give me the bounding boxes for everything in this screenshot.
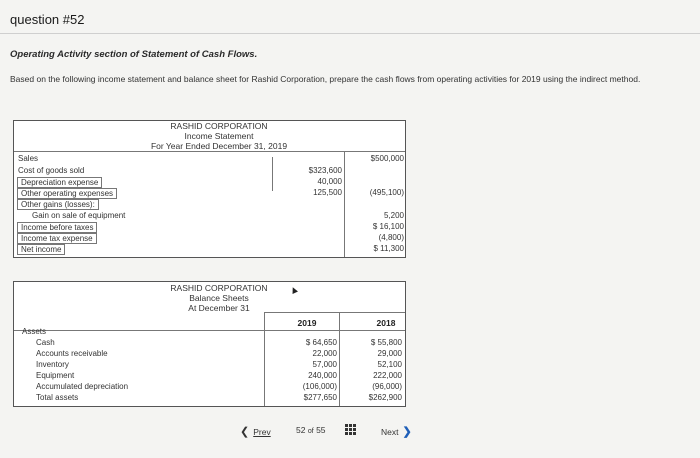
table-row <box>14 233 405 244</box>
table-row <box>14 371 405 382</box>
row-value-1: (106,000) <box>302 382 337 391</box>
balance-sheet-date: At December 31 <box>188 303 250 313</box>
table-row <box>14 188 405 199</box>
next-button[interactable] <box>381 425 412 438</box>
row-label: Income tax expense <box>17 233 97 244</box>
page-counter <box>296 425 326 435</box>
row-label: Accumulated depreciation <box>36 382 129 391</box>
section-title: Operating Activity section of Statement of Cash Flows. <box>10 49 258 60</box>
income-statement-period: For Year Ended December 31, 2019 <box>150 141 288 151</box>
row-value-1: 57,000 <box>312 360 337 369</box>
row-divider <box>14 151 405 152</box>
row-label: Other operating expenses <box>17 188 117 199</box>
row-label: Depreciation expense <box>17 177 102 188</box>
row-value-1: 240,000 <box>308 371 337 380</box>
row-value-1: 125,500 <box>313 188 342 197</box>
row-label: Income before taxes <box>17 222 97 233</box>
row-value-2: $ 16,100 <box>372 222 404 231</box>
assets-heading: Assets <box>22 327 47 336</box>
table-row <box>14 222 405 233</box>
table-row <box>14 154 405 165</box>
row-value-2: (495,100) <box>369 188 404 197</box>
row-label: Sales <box>18 154 39 163</box>
chevron-right-icon: ❯ <box>402 426 412 438</box>
column-year-2018: 2018 <box>376 318 396 328</box>
row-label: Net income <box>17 244 65 255</box>
income-statement-company: RASHID CORPORATION <box>170 121 268 131</box>
table-row <box>14 211 405 222</box>
question-title: question #52 <box>10 12 85 27</box>
row-label: Inventory <box>36 360 69 369</box>
income-statement-name: Income Statement <box>184 131 254 141</box>
assets-heading-row <box>14 327 405 338</box>
table-row <box>14 244 405 255</box>
page-of: of <box>307 428 314 435</box>
balance-sheet-name: Balance Sheets <box>189 293 249 303</box>
row-value-1: $277,650 <box>303 393 337 402</box>
income-statement-table <box>13 120 406 258</box>
balance-sheet-table <box>13 281 406 407</box>
column-year-2019: 2019 <box>297 318 317 328</box>
row-label: Total assets <box>36 393 79 402</box>
prev-button[interactable] <box>240 425 271 438</box>
row-label: Cash <box>36 338 55 347</box>
row-value-2: 222,000 <box>373 371 402 380</box>
table-row <box>14 393 405 404</box>
chevron-left-icon: ❮ <box>240 426 250 438</box>
grid-icon[interactable] <box>345 424 356 435</box>
row-value-2: 29,000 <box>377 349 402 358</box>
header-divider <box>0 33 700 34</box>
table-row <box>14 382 405 393</box>
row-label: Other gains (losses): <box>17 199 99 210</box>
table-row <box>14 199 405 210</box>
balance-sheet-company: RASHID CORPORATION <box>170 283 268 293</box>
row-value-1: 40,000 <box>317 177 342 186</box>
row-value-2: (4,800) <box>378 233 404 242</box>
row-label: Cost of goods sold <box>18 166 85 175</box>
row-label: Gain on sale of equipment <box>32 211 126 220</box>
next-label: Next <box>381 427 399 437</box>
row-value-2: 5,200 <box>383 211 404 220</box>
row-label: Equipment <box>36 371 75 380</box>
page-current: 52 <box>296 425 306 435</box>
page-total: 55 <box>316 425 326 435</box>
prev-label: Prev <box>253 427 271 437</box>
row-value-2: $ 55,800 <box>370 338 402 347</box>
row-value-1: $ 64,650 <box>305 338 337 347</box>
table-row <box>14 349 405 360</box>
row-divider <box>264 312 405 313</box>
row-value-2: (96,000) <box>372 382 402 391</box>
row-label: Accounts receivable <box>36 349 108 358</box>
table-row <box>14 338 405 349</box>
table-row <box>14 177 405 188</box>
table-row <box>14 166 405 177</box>
row-value-2: $ 11,300 <box>373 244 404 253</box>
table-row <box>14 360 405 371</box>
question-description: Based on the following income statement and balance sheet for Rashid Corporation, prepare the cash flows from operating activities for 2019 using the indirect method. <box>10 74 641 84</box>
row-value-2: $500,000 <box>370 154 404 163</box>
row-value-1: $323,600 <box>308 166 342 175</box>
row-value-2: 52,100 <box>377 360 402 369</box>
row-value-1: 22,000 <box>312 349 337 358</box>
row-value-2: $262,900 <box>368 393 402 402</box>
